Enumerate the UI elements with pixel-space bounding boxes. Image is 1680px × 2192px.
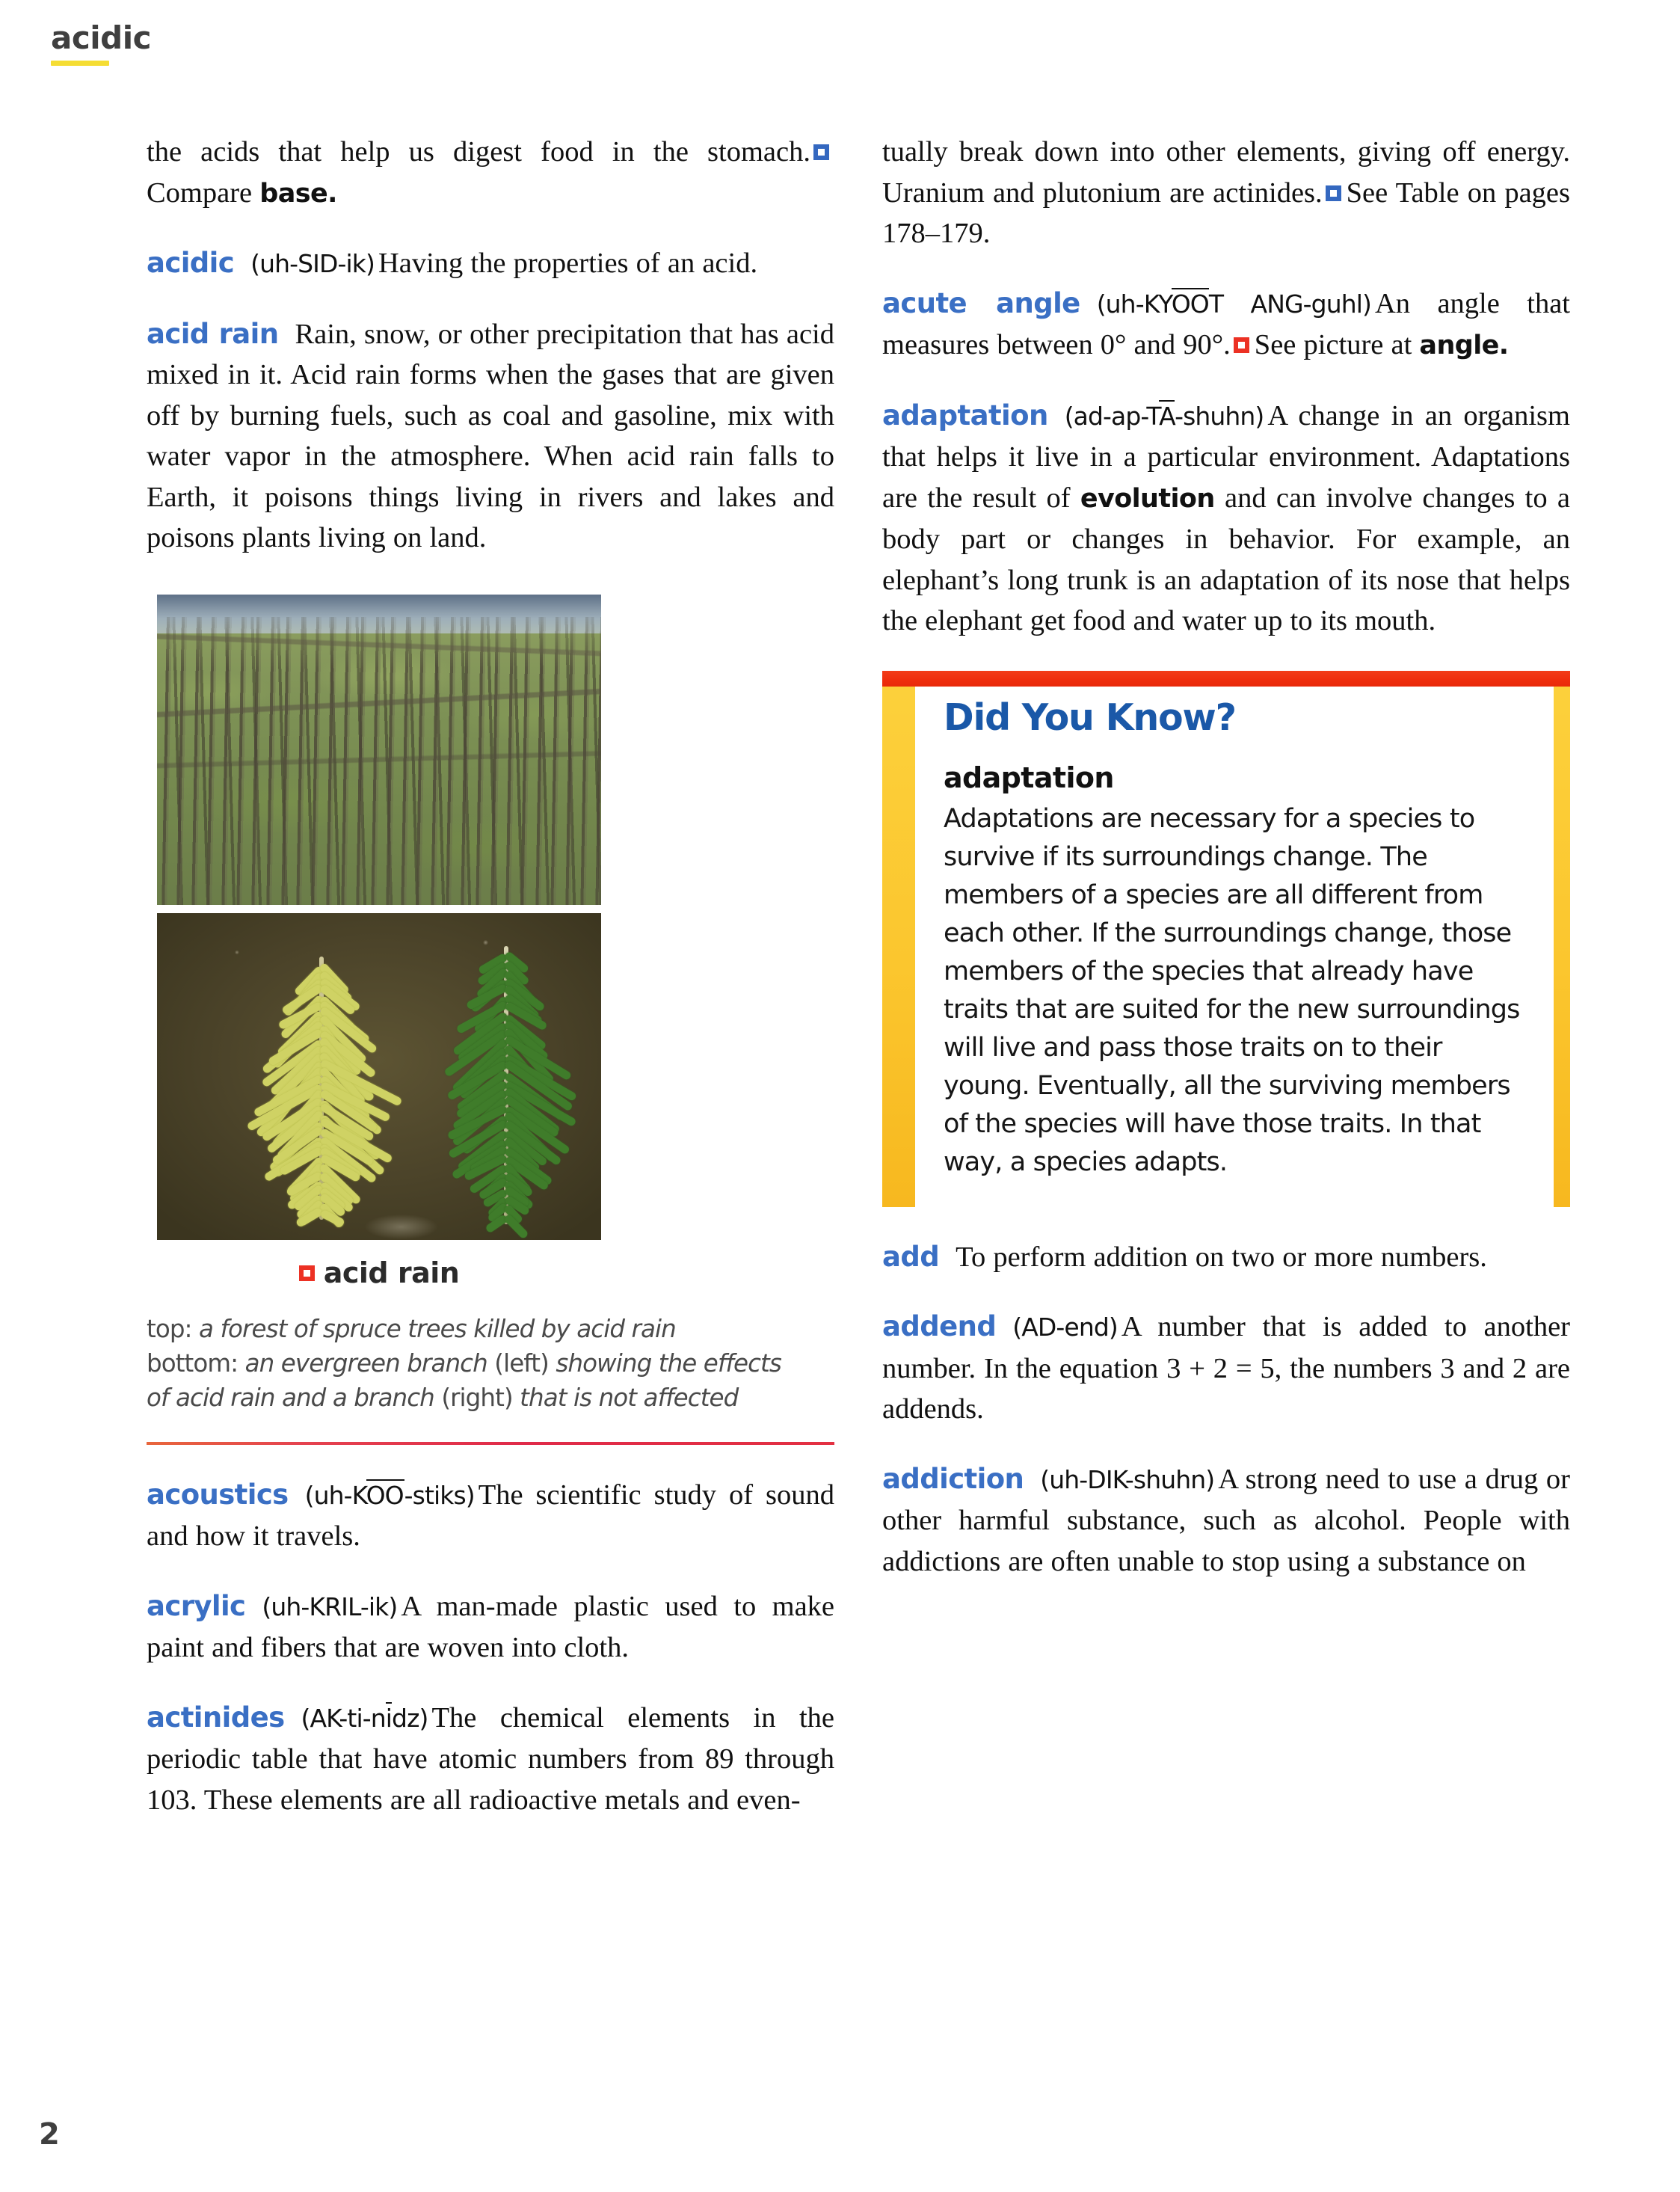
caption-bottom-roman-1: (left) xyxy=(494,1348,549,1378)
definition-adaptation-part1: A change in an organism that helps it live in a particular environment. Adaptations are the result of xyxy=(882,399,1570,514)
cross-reference-base[interactable]: base. xyxy=(259,178,337,209)
headword-addiction[interactable]: addiction xyxy=(882,1462,1024,1495)
headword-acid-rain[interactable]: acid rain xyxy=(147,317,279,350)
pronunciation-acute-angle: (uh-KYOOT ANG-guhl) xyxy=(1096,289,1371,319)
definition-actinides: The chemical elements in the periodic table that have atomic numbers from 89 through 103. These elements are all radioactive metals and even- xyxy=(147,1701,834,1816)
definition-addiction: A strong need to use a drug or other harmful substance, such as alcohol. People with addictions are often unable to stop using a substance on xyxy=(882,1463,1570,1577)
branch-healthy xyxy=(426,946,586,1224)
pronunciation-acrylic: (uh-KRIL-ik) xyxy=(262,1591,398,1621)
blue-square-marker-icon xyxy=(813,144,829,160)
caption-bottom-roman-2: (right) xyxy=(441,1383,513,1412)
entry-continued-acid xyxy=(147,132,834,214)
running-head xyxy=(51,19,499,66)
pronunciation-acidic: (uh-SID-ik) xyxy=(250,249,375,278)
entry-continued-actinides xyxy=(882,132,1570,254)
running-head-rule xyxy=(51,61,109,66)
continued-text-after: Compare xyxy=(147,176,253,209)
pronunciation-addend: (AD-end) xyxy=(1012,1313,1118,1342)
pronunciation-addiction: (uh-DIK-shuhn) xyxy=(1040,1464,1215,1494)
cross-reference-evolution[interactable]: evolution xyxy=(1080,483,1215,514)
headword-add[interactable]: add xyxy=(882,1240,940,1273)
red-square-marker-icon xyxy=(1234,337,1249,353)
caption-bottom-text-2: showing the effects of acid rain and a branch xyxy=(147,1348,781,1412)
figure-divider-rule xyxy=(147,1442,834,1445)
headword-acute-angle[interactable]: acute angle xyxy=(882,286,1080,319)
continued-text-before-right: tually break down into other elements, giving off energy. Uranium and plutonium are actinides. xyxy=(882,136,1570,209)
blue-square-marker-icon xyxy=(1326,185,1341,201)
did-you-know-text: Adaptations are necessary for a species to survive if its surroundings change. The members of a species are all different from each other. If the surroundings change, those members of the species that already have traits that are suited for the new surroundings will live and pass those traits on to their young. Eventually, all the surviving members of the species will have those traits. In that way, a species adapts. xyxy=(944,803,1520,1177)
did-you-know-topbar xyxy=(882,671,1570,687)
branch-damaged xyxy=(235,957,408,1220)
entry-adaptation xyxy=(882,396,1570,642)
entry-acrylic xyxy=(147,1586,834,1668)
page-number: 2 xyxy=(39,2117,60,2152)
caption-top-lead: top: xyxy=(147,1314,192,1343)
red-square-marker-icon xyxy=(299,1265,315,1281)
photo-spruce-forest xyxy=(157,595,601,905)
entry-add xyxy=(882,1237,1570,1278)
entry-acidic xyxy=(147,243,834,285)
definition-acrylic: A man-made plastic used to make paint and fibers that are woven into cloth. xyxy=(147,1590,834,1663)
definition-acid-rain: Rain, snow, or other precipitation that has acid mixed in it. Acid rain forms when the gases that are given off by burning fuels, such as coal and gasoline, mix with water vapor in the atmosphere. When acid rain falls to Earth, it poisons things living in rivers and lakes and poisons plants living on land. xyxy=(147,318,834,553)
entry-acute-angle xyxy=(882,283,1570,366)
caption-top-text: a forest of spruce trees killed by acid rain xyxy=(199,1314,676,1343)
definition-acoustics: The scientific study of sound and how it travels. xyxy=(147,1479,834,1552)
did-you-know-title: Did You Know? xyxy=(944,696,1236,739)
pronunciation-acoustics: (uh-KOO-stiks) xyxy=(304,1480,475,1510)
pronunciation-adaptation: (ad-ap-TA-shuhn) xyxy=(1064,401,1264,431)
caption-bottom-text-1: an evergreen branch xyxy=(244,1348,487,1378)
pronunciation-actinides: (AK-ti-nidz) xyxy=(301,1703,428,1733)
headword-adaptation[interactable]: adaptation xyxy=(882,399,1048,432)
right-column xyxy=(882,132,1570,1582)
entry-actinides xyxy=(147,1698,834,1821)
figure-label-text: acid rain xyxy=(323,1256,460,1289)
left-column xyxy=(147,132,834,1820)
did-you-know-box xyxy=(882,671,1570,1207)
entry-addend xyxy=(882,1307,1570,1430)
page-body xyxy=(0,132,1680,2106)
headword-acidic[interactable]: acidic xyxy=(147,247,235,279)
see-also-acute-angle: See picture at xyxy=(1254,329,1412,360)
headword-addend[interactable]: addend xyxy=(882,1310,997,1342)
definition-acidic: Having the properties of an acid. xyxy=(378,248,758,279)
entry-addiction xyxy=(882,1459,1570,1582)
headword-acoustics[interactable]: acoustics xyxy=(147,1478,289,1511)
continued-text-before: the acids that help us digest food in the stomach. xyxy=(147,136,810,168)
photo-evergreen-branches xyxy=(157,913,601,1240)
definition-acute-angle: An angle that measures between 0° and 90°. xyxy=(882,287,1570,360)
definition-add: To perform addition on two or more numbers. xyxy=(956,1241,1487,1273)
did-you-know-word: adaptation xyxy=(944,761,1114,794)
entry-acid-rain xyxy=(147,314,834,559)
cross-reference-angle[interactable]: angle. xyxy=(1419,331,1509,360)
figure-acid-rain xyxy=(147,595,834,1445)
caption-bottom-lead: bottom: xyxy=(147,1348,239,1378)
running-head-word: acidic xyxy=(51,19,151,56)
headword-acrylic[interactable]: acrylic xyxy=(147,1589,246,1622)
figure-caption xyxy=(147,1312,804,1415)
definition-addend: A number that is added to another number. In the equation 3 + 2 = 5, the numbers 3 and 2 are addends. xyxy=(882,1311,1570,1425)
did-you-know-inner xyxy=(915,671,1554,1207)
figure-label xyxy=(157,1256,601,1289)
entry-acoustics xyxy=(147,1475,834,1557)
photo-fallen-logs xyxy=(157,595,601,905)
continued-text-after-right: See Table on pages 178–179. xyxy=(882,176,1570,249)
definition-adaptation-part2: and can involve changes to a body part or changes in behavior. For example, an elephant’s long trunk is an adaptation of its nose that helps the elephant get food and water up to its mouth. xyxy=(882,482,1571,636)
headword-actinides[interactable]: actinides xyxy=(147,1701,285,1734)
caption-bottom-text-3: that is not affected xyxy=(520,1383,739,1412)
